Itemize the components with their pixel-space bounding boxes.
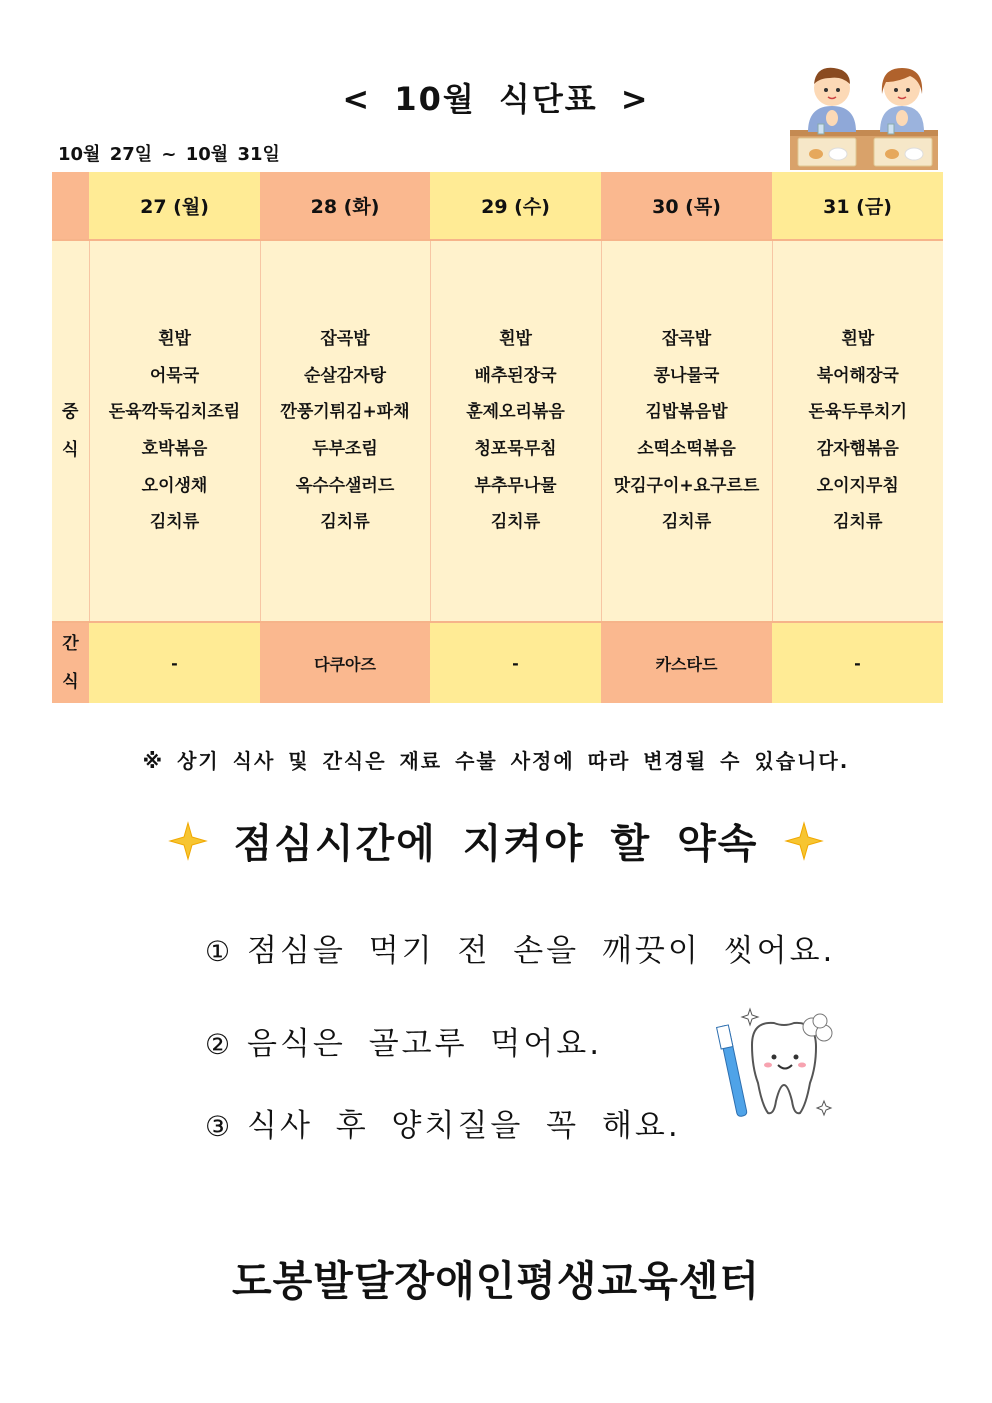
header-corner — [52, 172, 89, 240]
row-label-char: 간 — [62, 634, 79, 654]
rule-item — [205, 1018, 602, 1063]
menu-item: 잡곡밥 — [661, 329, 712, 350]
menu-item: 오이생채 — [141, 475, 208, 496]
menu-item: 돈육깍둑김치조림 — [108, 402, 241, 423]
menu-item: 호박볶음 — [141, 439, 208, 459]
menu-item: 북어해장국 — [816, 365, 899, 386]
menu-item: 흰밥 — [841, 329, 875, 350]
children-eating-illustration — [790, 60, 940, 172]
lunch-row-label — [52, 240, 89, 622]
menu-item: 부추무나물 — [474, 475, 557, 496]
tooth-toothbrush-illustration — [712, 1005, 847, 1125]
menu-item: 흰밥 — [158, 329, 191, 350]
menu-item: 훈제오리볶음 — [466, 402, 565, 423]
sparkle-star-icon — [784, 821, 824, 861]
notice-text: ※ 상기 식사 및 간식은 재료 수불 사정에 따라 변경될 수 있습니다. — [142, 749, 850, 773]
lunch-cell — [772, 240, 943, 622]
rule-number: ③ — [205, 1110, 234, 1143]
rule-text: 점심을 먹기 전 손을 깨끗이 씻어요. — [247, 933, 836, 969]
menu-item: 김치류 — [490, 512, 541, 533]
menu-item: 청포묵무침 — [474, 439, 557, 459]
row-label-char: 중 — [62, 402, 79, 422]
snack-cell: 다쿠아즈 — [260, 622, 430, 703]
lunch-cell — [430, 240, 601, 622]
row-label-char: 식 — [62, 440, 79, 460]
rule-number: ① — [205, 935, 234, 968]
rule-text: 음식은 골고루 먹어요. — [247, 1026, 603, 1062]
snack-cell: - — [89, 622, 260, 703]
snack-row-label — [52, 622, 89, 703]
snack-cell: - — [430, 622, 601, 703]
promise-title: 점심시간에 지켜야 할 약속 — [233, 821, 759, 867]
date-range: 10월 27일 ~ 10월 31일 — [58, 144, 280, 165]
day-header: 29 (수) — [430, 172, 601, 240]
lunch-cell — [601, 240, 772, 622]
menu-item: 소떡소떡볶음 — [637, 439, 736, 459]
snack-row — [52, 622, 943, 703]
menu-item: 옥수수샐러드 — [295, 475, 395, 496]
menu-item: 흰밥 — [499, 329, 532, 350]
snack-cell: 카스타드 — [601, 622, 772, 703]
menu-item: 오이지무침 — [816, 475, 899, 496]
day-header: 28 (화) — [260, 172, 430, 240]
lunch-cell — [260, 240, 430, 622]
rule-number: ② — [205, 1028, 234, 1061]
promise-heading — [0, 812, 992, 872]
day-header: 31 (금) — [772, 172, 943, 240]
menu-item: 잡곡밥 — [320, 329, 370, 350]
row-label-char: 식 — [62, 672, 79, 692]
menu-item: 배추된장국 — [474, 365, 557, 386]
center-name: 도봉발달장애인평생교육센터 — [232, 1257, 760, 1305]
lunch-cell — [89, 240, 260, 622]
rule-item — [205, 925, 835, 970]
menu-item: 김치류 — [661, 512, 712, 533]
menu-table — [52, 172, 943, 703]
menu-item: 김치류 — [320, 512, 370, 533]
menu-item: 돈육두루치기 — [808, 402, 908, 423]
day-header-row — [52, 172, 943, 240]
menu-item: 감자햄볶음 — [816, 439, 899, 459]
sparkle-star-icon — [168, 821, 208, 861]
menu-item: 콩나물국 — [653, 365, 720, 386]
menu-item: 김밥볶음밥 — [645, 402, 728, 423]
menu-item: 순살감자탕 — [303, 365, 387, 386]
rule-item — [205, 1100, 681, 1145]
menu-item: 김치류 — [833, 512, 883, 533]
menu-item: 어묵국 — [149, 365, 200, 386]
menu-item: 맛김구이+요구르트 — [613, 475, 760, 496]
rule-text: 식사 후 양치질을 꼭 해요. — [247, 1108, 681, 1144]
menu-item: 김치류 — [149, 512, 200, 533]
menu-item: 깐풍기튀김+파채 — [280, 402, 410, 423]
lunch-row — [52, 240, 943, 622]
page-title: < 10월 식단표 > — [342, 80, 650, 118]
day-header: 27 (월) — [89, 172, 260, 240]
snack-cell: - — [772, 622, 943, 703]
menu-item: 두부조림 — [312, 439, 378, 459]
day-header: 30 (목) — [601, 172, 772, 240]
